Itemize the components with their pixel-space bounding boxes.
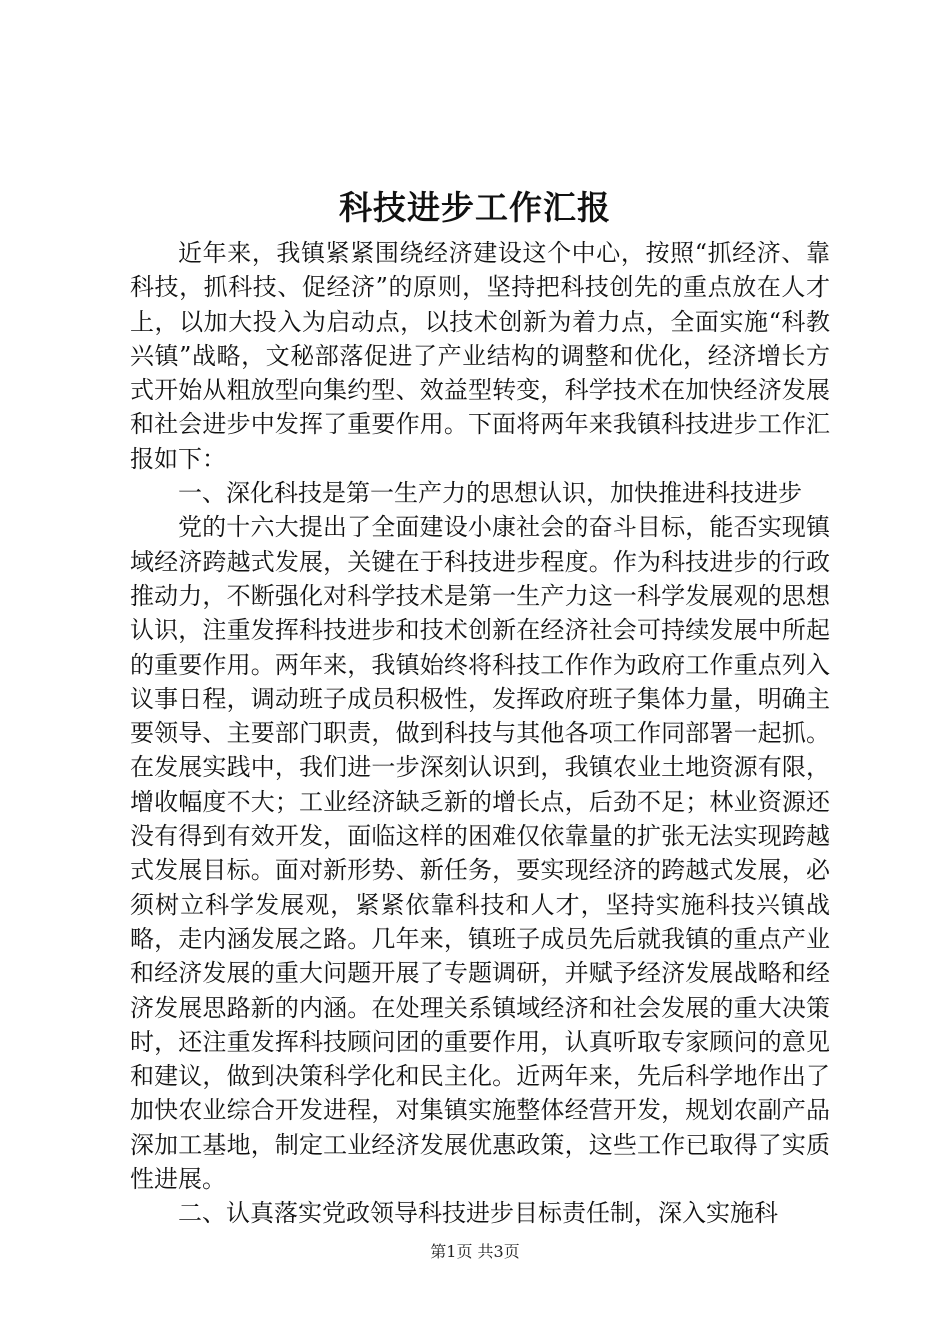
page-footer: 第1页 共3页 [430,1242,520,1261]
document-title: 科技进步工作汇报 [339,188,611,227]
document-body [130,236,830,1231]
paragraph-section-1: 党的十六大提出了全面建设小康社会的奋斗目标，能否实现镇域经济跨越式发展，关键在于科技进步程度。作为科技进步的行政推动力，不断强化对科学技术是第一生产力这一科学发展观的思想认识，注重发挥科技进步和技术创新在经济社会可持续发展中所起的重要作用。两年来，我镇始终将科技工作作为政府工作重点列入议事日程，调动班子成员积极性，发挥政府班子集体力量，明确主要领导、主要部门职责，做到科技与其他各项工作同部署一起抓。在发展实践中，我们进一步深刻认识到，我镇农业土地资源有限，增收幅度不大；工业经济缺乏新的增长点，后劲不足；林业资源还没有得到有效开发，面临这样的困难仅依靠量的扩张无法实现跨越式发展目标。面对新形势、新任务，要实现经济的跨越式发展，必须树立科学发展观，紧紧依靠科技和人才，坚持实施科技兴镇战略，走内涵发展之路。几年来，镇班子成员先后就我镇的重点产业和经济发展的重大问题开展了专题调研，并赋予经济发展战略和经济发展思路新的内涵。在处理关系镇域经济和社会发展的重大决策时，还注重发挥科技顾问团的重要作用，认真听取专家顾问的意见和建议，做到决策科学化和民主化。近两年来，先后科学地作出了加快农业综合开发进程，对集镇实施整体经营开发，规划农副产品深加工基地，制定工业经济发展优惠政策，这些工作已取得了实质性进展。 [130,513,830,1194]
paragraph-intro: 近年来，我镇紧紧围绕经济建设这个中心，按照“抓经济、靠科技，抓科技、促经济”的原则，坚持把科技创先的重点放在人才上，以加大投入为启动点，以技术创新为着力点，全面实施“科教兴镇”战略，文秘部落促进了产业结构的调整和优化，经济增长方式开始从粗放型向集约型、效益型转变，科学技术在加快经济发展和社会进步中发挥了重要作用。下面将两年来我镇科技进步工作汇报如下： [130,239,830,473]
section-heading-2: 二、认真落实党政领导科技进步目标责任制，深入实施科 [178,1199,778,1228]
section-heading-1: 一、深化科技是第一生产力的思想认识，加快推进科技进步 [178,479,802,508]
